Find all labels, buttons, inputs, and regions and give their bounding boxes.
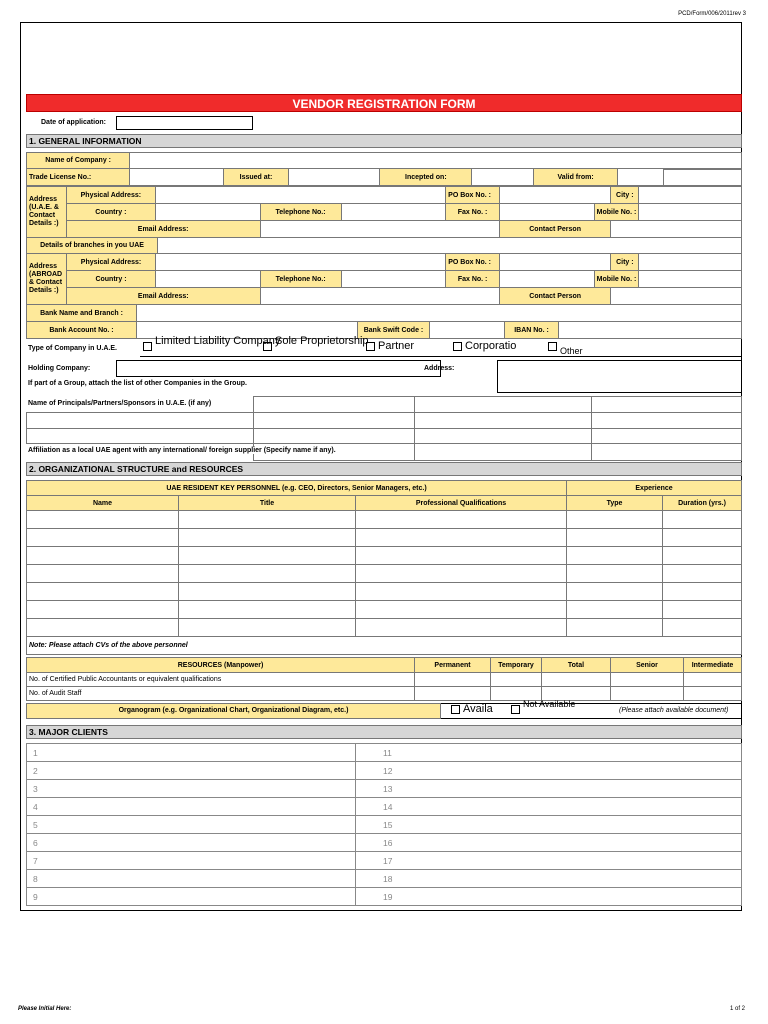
trade-license-field[interactable] xyxy=(130,169,224,186)
cell[interactable] xyxy=(611,687,684,701)
address-uae-table xyxy=(26,186,742,238)
cell[interactable] xyxy=(684,687,742,701)
fax-field[interactable] xyxy=(499,204,594,221)
country-field[interactable] xyxy=(155,204,260,221)
cell[interactable] xyxy=(663,511,742,529)
abroad-contact-person-field[interactable] xyxy=(611,288,742,305)
cell[interactable] xyxy=(567,583,663,601)
client-cell[interactable]: 11 xyxy=(356,744,742,762)
col-type: Type xyxy=(567,496,663,511)
type-option-partner[interactable] xyxy=(366,341,446,353)
partner-label: Partner xyxy=(378,340,415,352)
table-row xyxy=(27,744,742,762)
swift-label: Bank Swift Code : xyxy=(358,322,430,339)
client-cell[interactable]: 9 xyxy=(27,888,356,906)
client-cell[interactable]: 1 xyxy=(27,744,356,762)
col-qualifications: Professional Qualifications xyxy=(356,496,567,511)
incepted-on-field[interactable] xyxy=(472,169,534,186)
branches-table xyxy=(26,237,742,254)
page-number: 1 of 2 xyxy=(730,1006,746,1012)
company-name-field[interactable] xyxy=(130,153,742,169)
cell[interactable] xyxy=(491,673,542,687)
client-cell[interactable]: 18 xyxy=(356,870,742,888)
table-row xyxy=(27,780,742,798)
cell[interactable] xyxy=(356,601,567,619)
address-label: Address: xyxy=(424,365,455,372)
iban-label: IBAN No. : xyxy=(505,322,559,339)
resources-header: RESOURCES (Manpower) xyxy=(27,658,415,673)
cell[interactable] xyxy=(567,601,663,619)
table-row xyxy=(27,762,742,780)
resource-row-label: No. of Audit Staff xyxy=(27,687,415,701)
client-cell[interactable]: 19 xyxy=(356,888,742,906)
company-name-label: Name of Company : xyxy=(27,153,130,169)
cell[interactable] xyxy=(179,511,356,529)
sole-checkbox-icon[interactable] xyxy=(263,342,272,351)
email-field[interactable] xyxy=(260,221,499,238)
col-intermediate: Intermediate xyxy=(684,658,742,673)
cell[interactable] xyxy=(27,619,179,637)
trade-license-label: Trade License No.: xyxy=(27,169,130,186)
table-row xyxy=(27,834,742,852)
swift-field[interactable] xyxy=(430,322,505,339)
principal-cell[interactable] xyxy=(592,397,742,413)
city-field[interactable] xyxy=(639,187,742,204)
date-label: Date of application: xyxy=(41,119,106,126)
cell[interactable] xyxy=(415,673,491,687)
table-row xyxy=(27,547,742,565)
cell[interactable] xyxy=(179,619,356,637)
abroad-po-box-field[interactable] xyxy=(499,254,610,271)
principal-cell[interactable] xyxy=(27,429,254,444)
not-available-checkbox-icon[interactable] xyxy=(511,705,520,714)
principal-cell[interactable] xyxy=(254,429,415,444)
principal-cell[interactable] xyxy=(254,397,415,413)
client-cell[interactable]: 14 xyxy=(356,798,742,816)
cell[interactable] xyxy=(567,619,663,637)
col-temporary: Temporary xyxy=(491,658,542,673)
principals-label: Name of Principals/Partners/Sponsors in U.A.E. (if any) xyxy=(28,400,212,407)
city-label: City : xyxy=(611,187,639,204)
abroad-mobile-label: Mobile No. : xyxy=(594,271,639,288)
available-checkbox-icon[interactable] xyxy=(451,705,460,714)
principal-cell[interactable] xyxy=(415,429,592,444)
po-box-field[interactable] xyxy=(499,187,610,204)
cell[interactable] xyxy=(663,529,742,547)
cell[interactable] xyxy=(356,511,567,529)
col-senior: Senior xyxy=(611,658,684,673)
table-row xyxy=(27,619,742,637)
client-cell[interactable]: 3 xyxy=(27,780,356,798)
personnel-note: Note: Please attach CVs of the above personnel xyxy=(27,637,742,655)
iban-field[interactable] xyxy=(559,322,742,339)
principal-cell[interactable] xyxy=(415,397,592,413)
incepted-on-label: Incepted on: xyxy=(380,169,472,186)
table-row xyxy=(27,798,742,816)
table-row xyxy=(27,870,742,888)
cell[interactable] xyxy=(179,583,356,601)
mobile-label: Mobile No. : xyxy=(594,204,639,221)
cell[interactable] xyxy=(415,687,491,701)
sole-label: Sole Proprietorship xyxy=(275,335,369,347)
cell[interactable] xyxy=(356,547,567,565)
cell[interactable] xyxy=(567,529,663,547)
cell[interactable] xyxy=(356,619,567,637)
table-row xyxy=(27,687,742,701)
abroad-email-field[interactable] xyxy=(260,288,499,305)
principal-cell[interactable] xyxy=(254,413,415,429)
resources-table xyxy=(26,657,742,701)
personnel-table xyxy=(26,480,742,655)
table-row xyxy=(27,888,742,906)
initial-label: Please Initial Here: xyxy=(18,1006,72,1012)
valid-till-field[interactable] xyxy=(663,169,742,186)
client-cell[interactable]: 15 xyxy=(356,816,742,834)
principal-cell[interactable] xyxy=(592,429,742,444)
client-cell[interactable]: 2 xyxy=(27,762,356,780)
principal-cell[interactable] xyxy=(415,413,592,429)
partner-checkbox-icon[interactable] xyxy=(366,342,375,351)
cell[interactable] xyxy=(684,673,742,687)
table-row xyxy=(27,816,742,834)
available-label: Availa xyxy=(463,703,493,715)
form-title: VENDOR REGISTRATION FORM xyxy=(26,94,742,112)
cell[interactable] xyxy=(567,511,663,529)
clients-table xyxy=(26,743,742,906)
general-info-table xyxy=(26,152,742,186)
cell[interactable] xyxy=(567,565,663,583)
cell[interactable] xyxy=(663,565,742,583)
cell[interactable] xyxy=(179,601,356,619)
cell[interactable] xyxy=(663,601,742,619)
contact-person-field[interactable] xyxy=(611,221,742,238)
po-box-label: PO Box No. : xyxy=(446,187,500,204)
cell[interactable] xyxy=(27,583,179,601)
bank-account-label: Bank Account No. : xyxy=(27,322,137,339)
type-option-llc[interactable] xyxy=(143,335,281,353)
client-cell[interactable]: 8 xyxy=(27,870,356,888)
cell[interactable] xyxy=(356,529,567,547)
col-title: Title xyxy=(179,496,356,511)
type-option-sole[interactable] xyxy=(263,335,369,353)
cell[interactable] xyxy=(663,619,742,637)
country-label: Country : xyxy=(66,204,155,221)
col-name: Name xyxy=(27,496,179,511)
client-cell[interactable]: 5 xyxy=(27,816,356,834)
not-available-label: Not Available xyxy=(523,699,576,709)
form-reference: PCD/Form/006/2011rev 3 xyxy=(678,11,746,17)
client-cell[interactable]: 17 xyxy=(356,852,742,870)
llc-label: Limited Liability Company xyxy=(155,335,281,347)
cell[interactable] xyxy=(27,565,179,583)
physical-address-field[interactable] xyxy=(155,187,445,204)
bank-table xyxy=(26,304,742,339)
cell[interactable] xyxy=(179,565,356,583)
abroad-physical-address-field[interactable] xyxy=(156,254,446,271)
affiliation-label: Affiliation as a local UAE agent with any international/ foreign supplier (Specify name if any). xyxy=(28,447,336,454)
abroad-city-label: City : xyxy=(611,254,639,271)
telephone-label: Telephone No.: xyxy=(260,204,341,221)
branches-label: Details of branches in you UAE xyxy=(27,238,158,254)
company-type-label: Type of Company in U.A.E. xyxy=(28,345,117,352)
abroad-city-field[interactable] xyxy=(639,254,742,271)
abroad-fax-field[interactable] xyxy=(499,271,594,288)
cell[interactable] xyxy=(663,583,742,601)
table-row xyxy=(27,565,742,583)
cell[interactable] xyxy=(356,583,567,601)
cell[interactable] xyxy=(356,565,567,583)
cell[interactable] xyxy=(567,547,663,565)
corporation-checkbox-icon[interactable] xyxy=(453,342,462,351)
principal-cell[interactable] xyxy=(27,413,254,429)
client-cell[interactable]: 13 xyxy=(356,780,742,798)
section-org-header: 2. ORGANIZATIONAL STRUCTURE and RESOURCES xyxy=(26,462,742,476)
holding-field[interactable] xyxy=(116,360,441,377)
cell[interactable] xyxy=(27,601,179,619)
principal-cell[interactable] xyxy=(592,413,742,429)
col-permanent: Permanent xyxy=(415,658,491,673)
cell[interactable] xyxy=(179,529,356,547)
issued-at-field[interactable] xyxy=(288,169,380,186)
cell[interactable] xyxy=(27,529,179,547)
email-label: Email Address: xyxy=(66,221,260,238)
abroad-mobile-field[interactable] xyxy=(639,271,742,288)
affiliation-cell[interactable] xyxy=(592,444,742,461)
client-cell[interactable]: 12 xyxy=(356,762,742,780)
cell[interactable] xyxy=(27,511,179,529)
client-cell[interactable]: 7 xyxy=(27,852,356,870)
bank-name-field[interactable] xyxy=(137,305,742,322)
type-option-other[interactable] xyxy=(548,341,592,356)
section-general-header: 1. GENERAL INFORMATION xyxy=(26,134,742,148)
resource-row-label: No. of Certified Public Accountants or equivalent qualifications xyxy=(27,673,415,687)
address-uae-label: Address (U.A.E. & Contact Details :) xyxy=(27,187,67,238)
table-row xyxy=(27,511,742,529)
corporation-label: Corporatio xyxy=(465,340,517,352)
abroad-telephone-label: Telephone No.: xyxy=(260,271,341,288)
organogram-not-available[interactable] xyxy=(511,699,576,716)
physical-address-label: Physical Address: xyxy=(66,187,155,204)
abroad-telephone-field[interactable] xyxy=(341,271,446,288)
affiliation-cell[interactable] xyxy=(415,444,592,461)
col-total: Total xyxy=(542,658,611,673)
llc-checkbox-icon[interactable] xyxy=(143,342,152,351)
abroad-contact-person-label: Contact Person xyxy=(499,288,610,305)
experience-header: Experience xyxy=(567,481,742,496)
abroad-po-box-label: PO Box No. : xyxy=(446,254,500,271)
table-row xyxy=(27,529,742,547)
address-abroad-label: Address (ABROAD & Contact Details :) xyxy=(27,254,67,305)
holding-address-field[interactable] xyxy=(497,360,742,393)
address-abroad-table xyxy=(26,253,742,305)
table-row xyxy=(27,583,742,601)
client-cell[interactable]: 16 xyxy=(356,834,742,852)
abroad-country-field[interactable] xyxy=(156,271,261,288)
telephone-field[interactable] xyxy=(341,204,446,221)
issued-at-label: Issued at: xyxy=(224,169,288,186)
table-row xyxy=(27,601,742,619)
cell[interactable] xyxy=(663,547,742,565)
mobile-field[interactable] xyxy=(639,204,742,221)
type-option-corporation[interactable] xyxy=(453,341,533,353)
fax-label: Fax No. : xyxy=(446,204,500,221)
table-row xyxy=(27,852,742,870)
holding-label: Holding Company: xyxy=(28,365,91,372)
organogram-note: (Please attach available document) xyxy=(619,707,729,714)
abroad-physical-address-label: Physical Address: xyxy=(66,254,155,271)
bank-name-label: Bank Name and Branch : xyxy=(27,305,137,322)
other-checkbox-icon[interactable] xyxy=(548,342,557,351)
organogram-label: Organogram (e.g. Organizational Chart, Organizational Diagram, etc.) xyxy=(26,703,441,719)
client-cell[interactable]: 6 xyxy=(27,834,356,852)
contact-person-label: Contact Person xyxy=(499,221,610,238)
abroad-country-label: Country : xyxy=(66,271,155,288)
valid-from-label: Valid from: xyxy=(534,169,618,186)
branches-field[interactable] xyxy=(158,238,742,254)
section-clients-header: 3. MAJOR CLIENTS xyxy=(26,725,742,739)
abroad-fax-label: Fax No. : xyxy=(446,271,500,288)
date-input[interactable] xyxy=(116,116,253,130)
cell[interactable] xyxy=(27,547,179,565)
cell[interactable] xyxy=(542,673,611,687)
cell[interactable] xyxy=(611,673,684,687)
client-cell[interactable]: 4 xyxy=(27,798,356,816)
group-note: If part of a Group, attach the list of other Companies in the Group. xyxy=(28,380,247,387)
other-label: Other xyxy=(560,346,583,356)
cell[interactable] xyxy=(179,547,356,565)
personnel-header: UAE RESIDENT KEY PERSONNEL (e.g. CEO, Directors, Senior Managers, etc.) xyxy=(27,481,567,496)
col-duration: Duration (yrs.) xyxy=(663,496,742,511)
organogram-available[interactable] xyxy=(451,704,509,716)
table-row xyxy=(27,673,742,687)
abroad-email-label: Email Address: xyxy=(66,288,260,305)
